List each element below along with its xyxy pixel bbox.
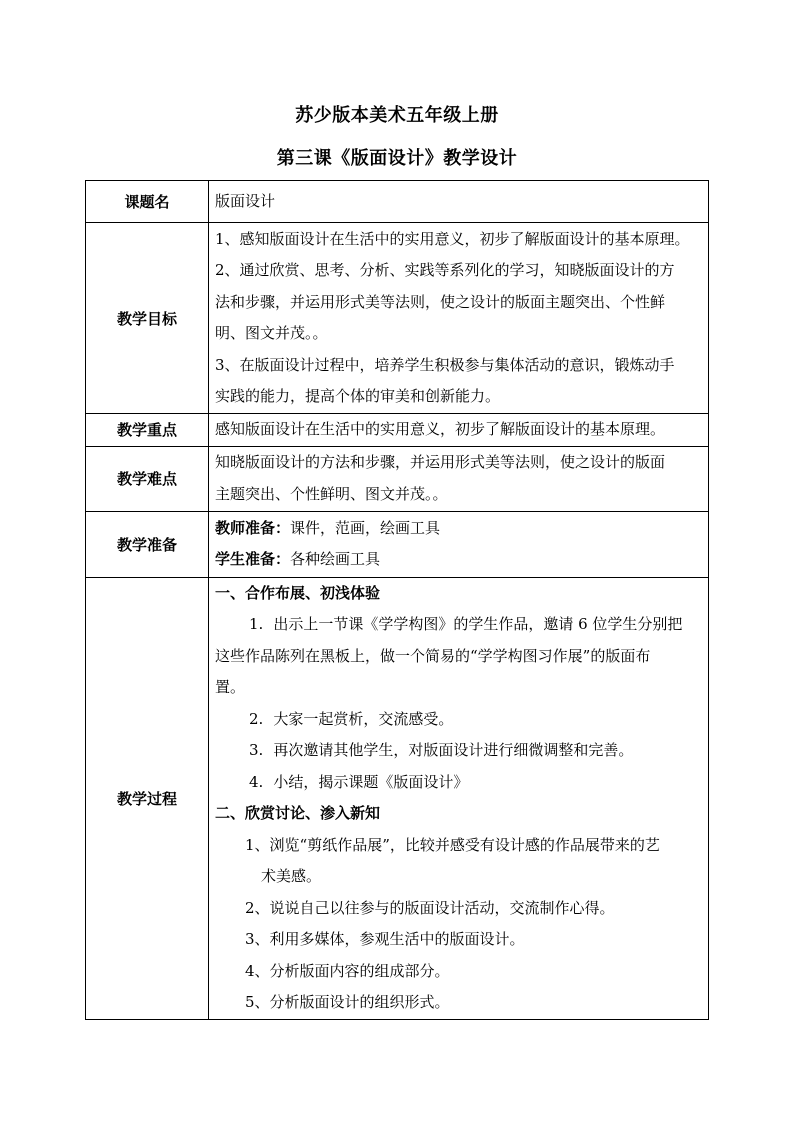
teacher-preparation-label: 教师准备： [215,518,291,537]
goals-line: 法和步骤，并运用形式美等法则，使之设计的版面主题突出、个性鲜 [215,292,666,311]
student-preparation [215,544,702,576]
key-point-value [209,414,709,447]
difficulty-line: 知晓版面设计的方法和步骤，并运用形式美等法则，使之设计的版面 [215,453,666,471]
process-value [209,577,709,1019]
teacher-preparation-text: 课件，范画，绘画工具 [290,518,441,537]
goals-line: 3、在版面设计过程中，培养学生积极参与集体活动的意识，锻炼动手 [215,355,675,374]
difficulty-line: 主题突出、个性鲜明、图文并茂。。 [215,484,448,503]
table-row-process [86,577,709,1019]
student-preparation-text: 各种绘画工具 [290,550,381,568]
document-title: 苏少版本美术五年级上册 [295,105,499,126]
goals-label: 教学目标 [86,223,209,414]
list-item: 3、利用多媒体，参观生活中的版面设计。 [245,930,525,948]
section-heading: 一、合作布展、初浅体验 [215,583,381,602]
topic-label: 课题名 [86,181,209,223]
goals-line: 实践的能力，提高个体的审美和创新能力。 [215,387,501,405]
list-number: 1. [249,615,264,633]
list-number: 2. [249,709,264,728]
list-text: 大家一起赏析，交流感受。 [273,709,454,728]
goals-line: 2、通过欣赏、思考、分析、实践等系列化的学习，知晓版面设计的方 [215,261,675,279]
list-item: 4、分析版面内容的组成部分。 [245,961,450,980]
goals-value [209,223,709,414]
list-item [215,735,702,767]
teacher-preparation [215,513,702,545]
list-item: 5、分析版面设计的组织形式。 [245,993,450,1011]
list-text-continued: 置。 [215,678,246,696]
key-point-text: 感知版面设计在生活中的实用意义，初步了解版面设计的基本原理。 [215,420,666,438]
preparation-label: 教学准备 [86,511,209,577]
table-row-preparation [86,511,709,577]
student-preparation-label: 学生准备： [215,550,291,568]
key-point-label: 教学重点 [86,414,209,447]
list-text-continued: 术美感。 [261,867,322,885]
document-subtitle: 第三课《版面设计》教学设计 [276,148,518,169]
table-row-key-point [86,414,709,447]
list-item [215,704,702,736]
list-text: 出示上一节课《学学构图》的学生作品，邀请 6 位学生分别把 [273,615,683,633]
section-heading: 二、欣赏讨论、渗入新知 [215,804,381,822]
goals-line: 1、感知版面设计在生活中的实用意义，初步了解版面设计的基本原理。 [215,229,690,248]
list-item [215,767,702,799]
table-row-topic [86,181,709,223]
list-number: 3. [249,741,264,759]
table-row-difficulty [86,446,709,511]
list-text: 再次邀请其他学生，对版面设计进行细微调整和完善。 [273,741,634,759]
goals-line: 明、图文并茂。。 [215,324,328,342]
difficulty-value [209,446,709,511]
difficulty-label: 教学难点 [86,446,209,511]
list-item: 2、说说自己以往参与的版面设计活动，交流制作心得。 [245,898,615,917]
list-text: 小结，揭示课题《版面设计》 [273,772,469,791]
list-number: 4. [249,772,264,791]
topic-text: 版面设计 [215,191,276,210]
table-row-goals [86,223,709,414]
list-item: 1、浏览“剪纸作品展”，比较并感受有设计感的作品展带来的艺 [245,835,660,854]
preparation-value [209,511,709,577]
topic-value [209,181,709,223]
list-text-continued: 这些作品陈列在黑板上，做一个简易的“学学构图习作展”的版面布 [215,646,651,665]
process-label: 教学过程 [86,577,209,1019]
lesson-plan-table [85,180,709,1020]
list-item [215,609,702,641]
